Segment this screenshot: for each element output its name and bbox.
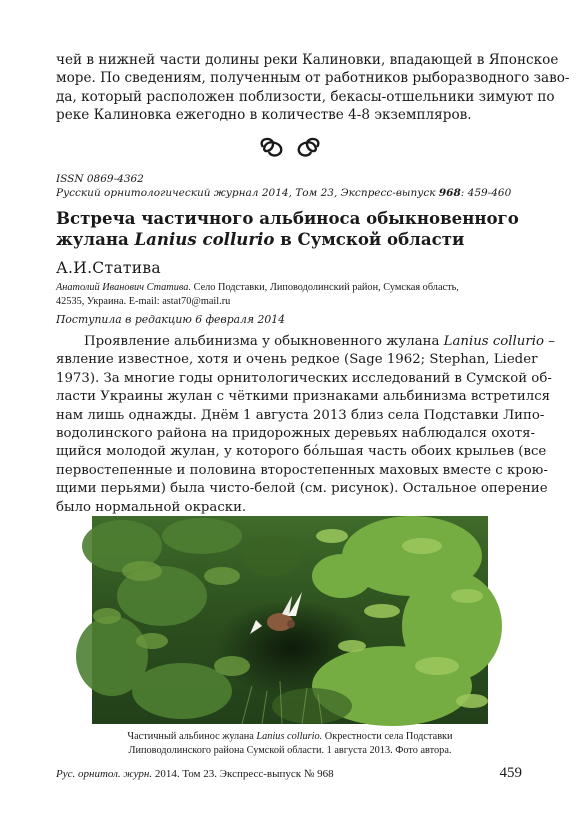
address: Село Подставки, Липоводолинский район, Сумская область, bbox=[191, 282, 459, 293]
caption-text: Окрестности села Подставки bbox=[322, 731, 453, 742]
address-email: 42535, Украина. E-mail: astat70@mail.ru bbox=[56, 295, 231, 307]
page-number: 459 bbox=[499, 765, 522, 781]
caption-species: Lanius collurio. bbox=[256, 731, 323, 742]
section-ornament bbox=[0, 134, 580, 166]
text-line: водолинского района на придорожных деревьях наблюдался охотя- bbox=[56, 426, 535, 442]
text-line: да, который расположен поблизости, бекасы-отшельники зимуют по bbox=[56, 88, 555, 105]
text-line: щими перьями) была чисто-белой (см. рисунок). Остальное оперение bbox=[56, 481, 548, 497]
title-species: Lanius collurio bbox=[134, 229, 275, 249]
issn: ISSN 0869-4362 bbox=[56, 173, 144, 185]
text-line: 1973). За многие годы орнитологических исследований в Сумской об- bbox=[56, 370, 552, 386]
text-line: чей в нижней части долины реки Калиновки, впадающей в Японское bbox=[56, 52, 559, 68]
figure-caption bbox=[60, 730, 520, 758]
species-name: Lanius collurio bbox=[443, 334, 544, 349]
received-date: Поступила в редакцию 6 февраля 2014 bbox=[56, 313, 285, 326]
page-footer bbox=[56, 768, 334, 780]
text-line: явление известное, хотя и очень редкое (Sage 1962; Stephan, Lieder bbox=[56, 352, 538, 368]
shrike-foliage-photo bbox=[92, 516, 488, 724]
footer-issue: 2014. Том 23. Экспресс-выпуск № 968 bbox=[152, 768, 334, 780]
caption-text: Липоводолинского района Сумской области. 1 августа 2013. Фото автора. bbox=[128, 745, 452, 756]
previous-article-tail bbox=[56, 51, 570, 124]
page-range: : 459-460 bbox=[460, 187, 512, 199]
issue-number: 968 bbox=[438, 187, 461, 199]
figure-photo bbox=[92, 516, 488, 724]
article-title bbox=[56, 208, 526, 250]
caption-text: Частичный альбинос жулана bbox=[127, 731, 257, 742]
fleuron-icon bbox=[255, 134, 325, 160]
text-line bbox=[56, 333, 555, 351]
text-line: было нормальной окраски. bbox=[56, 499, 247, 515]
text-line: реке Калиновка ежегодно в количестве 4-8 экземпляров. bbox=[56, 106, 472, 123]
author-full-name: Анатолий Иванович Статива. bbox=[56, 282, 192, 293]
text-line: ласти Украины жулан с чёткими признаками альбинизма встретился bbox=[56, 389, 551, 405]
title-part: жулана bbox=[56, 229, 135, 249]
author: А.И.Статива bbox=[56, 259, 161, 277]
text-line: щийся молодой жулан, у которого бóльшая часть обоих крыльев (все bbox=[56, 444, 547, 460]
text-line: нам лишь однажды. Днём 1 августа 2013 близ села Подставки Липо- bbox=[56, 407, 545, 423]
article-body bbox=[56, 333, 555, 517]
footer-journal: Рус. орнитол. журн. bbox=[56, 768, 153, 780]
journal-reference bbox=[56, 186, 511, 200]
text-span: – bbox=[543, 334, 555, 349]
author-affiliation bbox=[56, 281, 526, 308]
text-span: Проявление альбинизма у обыкновенного жулана bbox=[84, 334, 444, 349]
journal-name: Русский орнитологический журнал 2014, Том 23, Экспресс-выпуск bbox=[56, 187, 439, 199]
text-line: первостепенные и половина второстепенных маховых вместе с крою- bbox=[56, 462, 548, 478]
text-line: море. По сведениям, полученным от работников рыборазводного заво- bbox=[56, 70, 570, 87]
title-line-1: Встреча частичного альбиноса обыкновенного bbox=[56, 208, 519, 228]
title-part: в Сумской области bbox=[274, 229, 465, 249]
